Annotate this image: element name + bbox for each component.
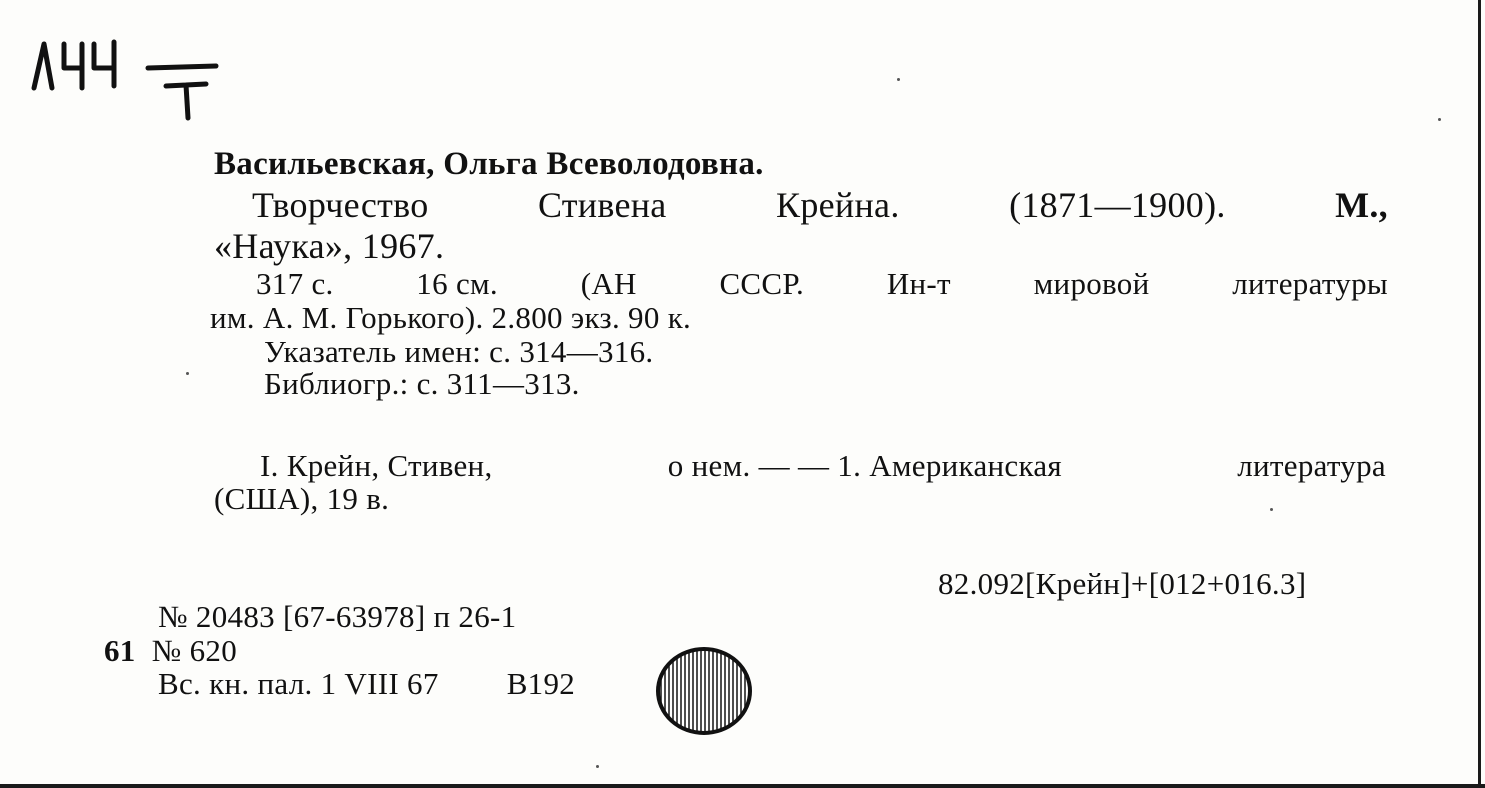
title-word: Творчество — [252, 185, 429, 225]
handwritten-shelf-mark — [30, 30, 240, 130]
physical-description-line — [256, 266, 1388, 302]
copy-prefix: 61 — [104, 633, 136, 668]
paper-speck — [1270, 508, 1273, 511]
title-word: Стивена — [537, 185, 667, 225]
title-place: М., — [1335, 185, 1388, 225]
subject-headings-line — [260, 448, 1386, 484]
paper-speck — [186, 372, 189, 375]
paper-speck — [1438, 118, 1441, 121]
description-part: литературы — [1232, 266, 1388, 301]
subject-part: I. Крейн, Стивен, — [260, 448, 493, 483]
book-chamber-line — [158, 666, 575, 702]
card-bottom-edge — [0, 784, 1485, 788]
copy-number: № 620 — [151, 633, 237, 668]
card-right-edge — [1478, 0, 1481, 788]
paper-speck — [596, 765, 599, 768]
paper-speck — [897, 78, 900, 81]
copy-number-line — [104, 633, 237, 669]
description-part: мировой — [1033, 266, 1150, 301]
chamber-code: В192 — [506, 666, 576, 701]
record-number: № 20483 [67-63978] п 26-1 — [158, 599, 517, 634]
author-heading: Васильевская, Ольга Всеволодовна. — [214, 146, 764, 182]
title-line — [252, 184, 1388, 226]
title-years: (1871—1900). — [1009, 185, 1226, 225]
description-part: Ин-т — [886, 266, 951, 301]
subject-headings-continued: (США), 19 в. — [214, 481, 390, 516]
subject-part: литература — [1237, 448, 1386, 483]
chamber-date: Вс. кн. пал. 1 VIII 67 — [158, 666, 439, 701]
description-part: 16 см. — [416, 266, 498, 301]
title-word: Крейна. — [776, 185, 900, 225]
hatched-stamp-mark — [652, 644, 756, 736]
index-note: Указатель имен: с. 314—316. — [264, 334, 654, 369]
description-part: (АН — [580, 266, 637, 301]
classification-code: 82.092[Крейн]+[012+016.3] — [938, 566, 1307, 601]
publisher-line: «Наука», 1967. — [214, 226, 445, 266]
subject-part: о нем. — — 1. Американская — [667, 448, 1062, 483]
bibliography-note: Библиогр.: с. 311—313. — [264, 366, 580, 401]
description-part: 317 с. — [256, 266, 334, 301]
description-part: СССР. — [719, 266, 805, 301]
series-line: им. А. М. Горького). 2.800 экз. 90 к. — [210, 300, 692, 335]
